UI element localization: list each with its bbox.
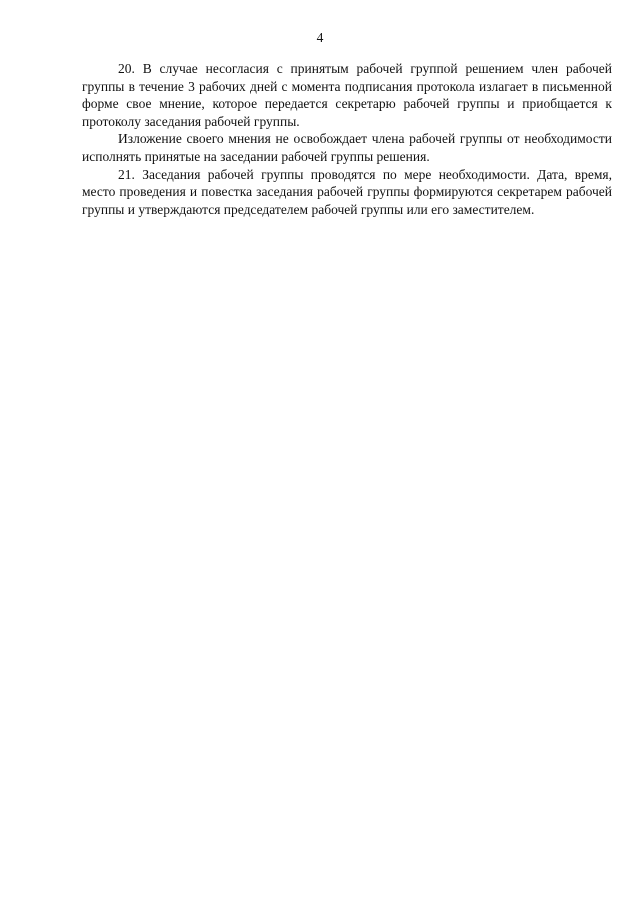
paragraph-20: 20. В случае несогласия с принятым рабочей группой решением член рабочей группы в течение 3 рабочих дней с момента подписания протокола излагает в письменной форме свое мнение, которое передается секретарю рабочей группы и приобщается к протоколу заседания рабочей группы. bbox=[82, 61, 612, 129]
paragraph-21: 21. Заседания рабочей группы проводятся по мере необходимости. Дата, время, место проведения и повестка заседания рабочей группы формируются секретарем рабочей группы и утверждаются председателем рабочей группы или его заместителем. bbox=[82, 166, 612, 217]
document-body bbox=[82, 60, 612, 218]
paragraph-20-note: Изложение своего мнения не освобождает члена рабочей группы от необходимости исполнять принятые на заседании рабочей группы решения. bbox=[82, 131, 612, 164]
page-number: 4 bbox=[316, 30, 324, 45]
